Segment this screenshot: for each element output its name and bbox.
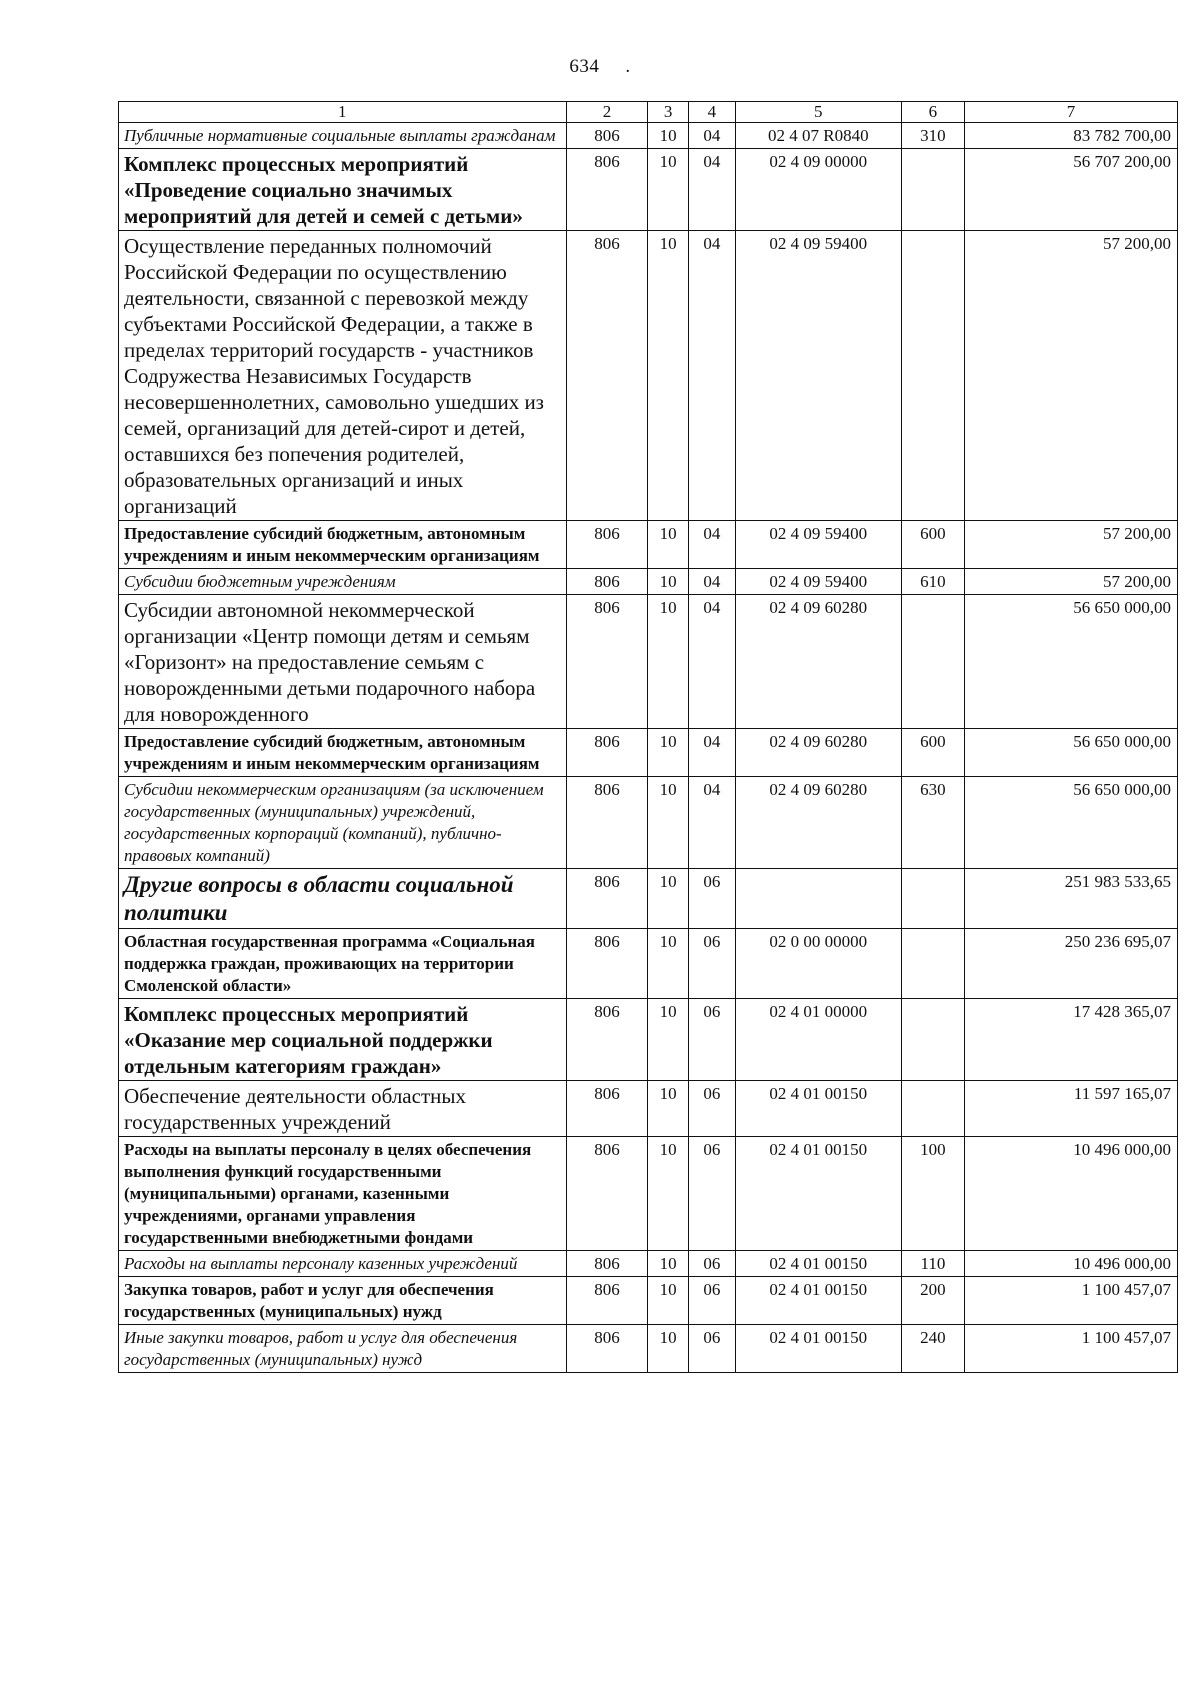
cell-section: 10 [648,999,688,1081]
cell-section: 10 [648,1325,688,1373]
cell-subsection: 04 [688,777,735,869]
cell-target-article: 02 4 09 60280 [735,729,901,777]
cell-section: 10 [648,729,688,777]
item-name: Субсидии бюджетным учреждениям [119,569,567,595]
cell-expense-type [901,149,964,231]
cell-amount: 10 496 000,00 [965,1251,1178,1277]
header-col-7: 7 [965,102,1178,123]
cell-target-article: 02 4 07 R0840 [735,123,901,149]
cell-expense-type: 310 [901,123,964,149]
cell-subsection: 06 [688,1251,735,1277]
cell-admin-code: 806 [566,1277,648,1325]
item-name: Комплекс процессных мероприятий «Проведение социально значимых мероприятий для детей и семей с детьми» [119,149,567,231]
header-col-1: 1 [119,102,567,123]
item-name: Другие вопросы в области социальной политики [119,869,567,929]
table-row [119,929,1178,999]
cell-section: 10 [648,869,688,929]
cell-section: 10 [648,231,688,521]
cell-amount: 57 200,00 [965,231,1178,521]
cell-subsection: 04 [688,231,735,521]
cell-target-article: 02 4 09 60280 [735,595,901,729]
item-name: Субсидии некоммерческим организациям (за исключением государственных (муниципальных) учреждений, государственных корпораций (компаний), публично-правовых компаний) [119,777,567,869]
cell-admin-code: 806 [566,869,648,929]
item-name: Иные закупки товаров, работ и услуг для обеспечения государственных (муниципальных) нужд [119,1325,567,1373]
item-name: Публичные нормативные социальные выплаты гражданам [119,123,567,149]
cell-expense-type [901,1081,964,1137]
cell-section: 10 [648,1081,688,1137]
cell-expense-type: 630 [901,777,964,869]
page-mark: . [625,56,631,77]
cell-admin-code: 806 [566,1325,648,1373]
cell-section: 10 [648,1277,688,1325]
cell-amount: 57 200,00 [965,569,1178,595]
cell-amount: 250 236 695,07 [965,929,1178,999]
table-row [119,123,1178,149]
item-name: Осуществление переданных полномочий Российской Федерации по осуществлению деятельности, связанной с перевозкой между субъектами Российской Федерации, а также в пределах территорий государств - участников Содружества Независимых Государств несовершеннолетних, самовольно ушедших из семей, организаций для детей-сирот и детей, оставшихся без попечения родителей, образовательных организаций и иных организаций [119,231,567,521]
cell-amount: 1 100 457,07 [965,1325,1178,1373]
cell-section: 10 [648,1137,688,1251]
table-row [119,1325,1178,1373]
table-row [119,231,1178,521]
cell-expense-type: 240 [901,1325,964,1373]
header-row [119,102,1178,123]
item-name: Субсидии автономной некоммерческой организации «Центр помощи детям и семьям «Горизонт» на предоставление семьям с новорожденными детьми подарочного набора для новорожденного [119,595,567,729]
cell-section: 10 [648,569,688,595]
header-col-4: 4 [688,102,735,123]
cell-expense-type [901,999,964,1081]
cell-expense-type: 610 [901,569,964,595]
cell-admin-code: 806 [566,1137,648,1251]
item-name: Закупка товаров, работ и услуг для обеспечения государственных (муниципальных) нужд [119,1277,567,1325]
cell-amount: 83 782 700,00 [965,123,1178,149]
cell-admin-code: 806 [566,521,648,569]
table-row [119,1277,1178,1325]
table-body [119,123,1178,1373]
cell-amount: 11 597 165,07 [965,1081,1178,1137]
cell-target-article: 02 4 01 00150 [735,1251,901,1277]
cell-amount: 56 650 000,00 [965,595,1178,729]
cell-expense-type: 110 [901,1251,964,1277]
cell-admin-code: 806 [566,123,648,149]
table-row [119,1251,1178,1277]
cell-expense-type: 200 [901,1277,964,1325]
cell-admin-code: 806 [566,595,648,729]
item-name: Предоставление субсидий бюджетным, автономным учреждениям и иным некоммерческим организациям [119,729,567,777]
cell-target-article: 02 4 01 00150 [735,1137,901,1251]
cell-expense-type [901,231,964,521]
cell-subsection: 06 [688,1325,735,1373]
page-number [0,56,1200,78]
table-row [119,999,1178,1081]
budget-table [118,101,1178,1373]
cell-subsection: 04 [688,149,735,231]
cell-expense-type [901,929,964,999]
cell-subsection: 04 [688,569,735,595]
cell-admin-code: 806 [566,777,648,869]
cell-subsection: 04 [688,595,735,729]
table-row [119,777,1178,869]
cell-target-article: 02 4 01 00150 [735,1081,901,1137]
cell-subsection: 06 [688,1081,735,1137]
cell-expense-type [901,595,964,729]
cell-section: 10 [648,929,688,999]
cell-amount: 251 983 533,65 [965,869,1178,929]
cell-target-article: 02 4 01 00000 [735,999,901,1081]
item-name: Расходы на выплаты персоналу казенных учреждений [119,1251,567,1277]
cell-target-article: 02 0 00 00000 [735,929,901,999]
table-row [119,149,1178,231]
cell-amount: 10 496 000,00 [965,1137,1178,1251]
cell-admin-code: 806 [566,569,648,595]
cell-admin-code: 806 [566,1251,648,1277]
cell-admin-code: 806 [566,729,648,777]
cell-subsection: 06 [688,869,735,929]
cell-admin-code: 806 [566,1081,648,1137]
cell-target-article: 02 4 01 00150 [735,1325,901,1373]
table-row [119,1081,1178,1137]
cell-section: 10 [648,1251,688,1277]
item-name: Предоставление субсидий бюджетным, автономным учреждениям и иным некоммерческим организациям [119,521,567,569]
header-col-6: 6 [901,102,964,123]
cell-amount: 17 428 365,07 [965,999,1178,1081]
cell-target-article: 02 4 09 60280 [735,777,901,869]
cell-admin-code: 806 [566,231,648,521]
item-name: Областная государственная программа «Социальная поддержка граждан, проживающих на территории Смоленской области» [119,929,567,999]
cell-target-article [735,869,901,929]
cell-subsection: 06 [688,999,735,1081]
cell-amount: 56 650 000,00 [965,729,1178,777]
cell-amount: 56 650 000,00 [965,777,1178,869]
header-col-2: 2 [566,102,648,123]
table-row [119,729,1178,777]
cell-section: 10 [648,521,688,569]
cell-target-article: 02 4 09 00000 [735,149,901,231]
cell-amount: 56 707 200,00 [965,149,1178,231]
cell-target-article: 02 4 09 59400 [735,569,901,595]
table-row [119,869,1178,929]
cell-subsection: 04 [688,123,735,149]
cell-admin-code: 806 [566,149,648,231]
cell-target-article: 02 4 01 00150 [735,1277,901,1325]
table-row [119,595,1178,729]
cell-expense-type: 100 [901,1137,964,1251]
cell-subsection: 06 [688,1277,735,1325]
cell-admin-code: 806 [566,929,648,999]
page-number-text: 634 [569,56,600,77]
cell-target-article: 02 4 09 59400 [735,231,901,521]
item-name: Комплекс процессных мероприятий «Оказание мер социальной поддержки отдельным категориям граждан» [119,999,567,1081]
cell-subsection: 04 [688,521,735,569]
table-row [119,1137,1178,1251]
table-row [119,569,1178,595]
cell-expense-type: 600 [901,729,964,777]
cell-subsection: 06 [688,929,735,999]
cell-subsection: 06 [688,1137,735,1251]
cell-subsection: 04 [688,729,735,777]
cell-section: 10 [648,123,688,149]
cell-expense-type: 600 [901,521,964,569]
cell-amount: 1 100 457,07 [965,1277,1178,1325]
cell-expense-type [901,869,964,929]
cell-amount: 57 200,00 [965,521,1178,569]
item-name: Расходы на выплаты персоналу в целях обеспечения выполнения функций государственными (муниципальными) органами, казенными учреждениями, органами управления государственными внебюджетными фондами [119,1137,567,1251]
cell-section: 10 [648,149,688,231]
table-row [119,521,1178,569]
cell-section: 10 [648,777,688,869]
header-col-5: 5 [735,102,901,123]
header-col-3: 3 [648,102,688,123]
cell-admin-code: 806 [566,999,648,1081]
cell-section: 10 [648,595,688,729]
item-name: Обеспечение деятельности областных государственных учреждений [119,1081,567,1137]
cell-target-article: 02 4 09 59400 [735,521,901,569]
